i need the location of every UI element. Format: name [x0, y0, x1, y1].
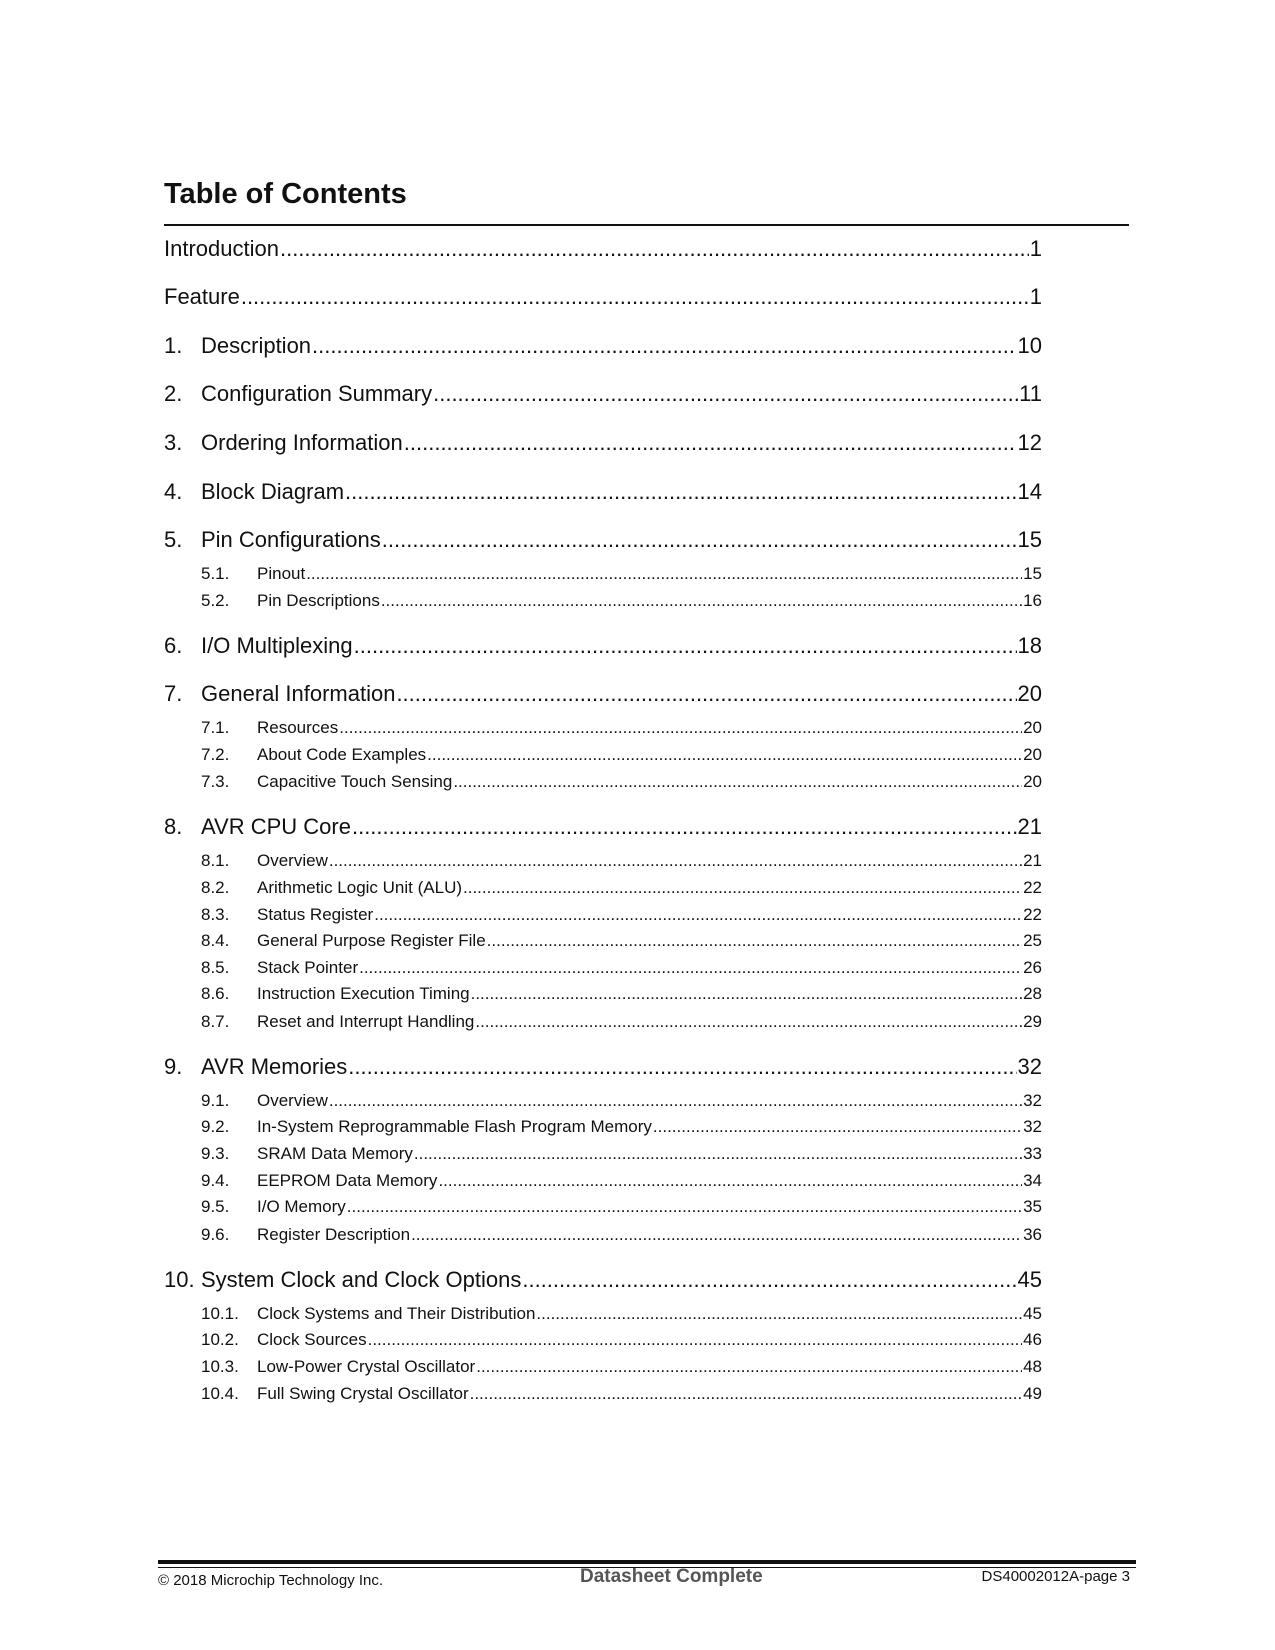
toc-entry[interactable] [164, 1267, 1042, 1293]
toc-entry-title: Introduction [164, 236, 279, 261]
toc-entry-number: 10.2. [201, 1330, 239, 1349]
toc-entry[interactable] [164, 479, 1042, 505]
toc-leader-dots [339, 717, 1022, 739]
toc-leader-dots [414, 1143, 1022, 1165]
toc-entry[interactable] [201, 1196, 1042, 1218]
toc-entry[interactable] [201, 1011, 1042, 1033]
toc-entry-number: 6. [164, 633, 183, 658]
toc-entry-number: 7.1. [201, 718, 230, 737]
toc-entry-page: 32 [1023, 1117, 1042, 1136]
toc-entry-page: 10 [1017, 333, 1042, 358]
toc-leader-dots [347, 1196, 1022, 1218]
toc-entry[interactable] [201, 590, 1042, 612]
toc-entry[interactable] [201, 1116, 1042, 1138]
toc-entry[interactable] [201, 744, 1042, 766]
toc-entry-title: Ordering Information [201, 430, 403, 455]
toc-entry-number: 7. [164, 681, 183, 706]
toc-entry[interactable] [201, 1356, 1042, 1378]
toc-leader-dots [396, 681, 1016, 707]
toc-entry-page: 15 [1017, 527, 1042, 552]
toc-leader-dots [653, 1116, 1022, 1138]
toc-leader-dots [312, 333, 1016, 359]
toc-entry-title: Stack Pointer [257, 958, 359, 977]
toc-entry-number: 9.4. [201, 1171, 230, 1190]
toc-entry-title: Clock Sources [257, 1330, 367, 1349]
toc-leader-dots [382, 527, 1017, 553]
footer-copyright: © 2018 Microchip Technology Inc. [158, 1572, 384, 1589]
toc-entry-page: 20 [1017, 681, 1042, 706]
toc-entry[interactable] [201, 1329, 1042, 1351]
toc-entry-number: 9.6. [201, 1225, 230, 1244]
footer-doc-page: DS40002012A-page 3 [981, 1568, 1130, 1585]
toc-entry[interactable] [201, 1383, 1042, 1405]
toc-leader-dots [476, 1356, 1022, 1378]
toc-entry-number: 8.7. [201, 1012, 230, 1031]
toc-entry[interactable] [201, 1143, 1042, 1165]
toc-entry-title: AVR Memories [201, 1054, 348, 1079]
toc-entry-title: Pin Descriptions [257, 591, 380, 610]
toc-entry-title: System Clock and Clock Options [201, 1267, 522, 1292]
toc-entry-title: Description [201, 333, 312, 358]
toc-entry-title: I/O Multiplexing [201, 633, 353, 658]
toc-leader-dots [471, 983, 1022, 1005]
toc-leader-dots [352, 814, 1017, 840]
toc-entry[interactable] [164, 381, 1042, 407]
toc-entry-page: 12 [1017, 430, 1042, 455]
toc-entry-title: Status Register [257, 905, 374, 924]
toc-entry-page: 26 [1023, 958, 1042, 977]
toc-entry-page: 35 [1023, 1197, 1042, 1216]
toc-entry-page: 33 [1023, 1144, 1042, 1163]
toc-entry-number: 5. [164, 527, 183, 552]
toc-entry[interactable] [164, 284, 1042, 310]
toc-entry-title: Overview [257, 851, 328, 870]
toc-leader-dots [536, 1303, 1022, 1325]
toc-entry[interactable] [164, 814, 1042, 840]
toc-entry-title: SRAM Data Memory [257, 1144, 413, 1163]
toc-leader-dots [522, 1267, 1016, 1293]
toc-entry-number: 8. [164, 814, 183, 839]
toc-entry-title: Low-Power Crystal Oscillator [257, 1357, 476, 1376]
toc-entry[interactable] [201, 850, 1042, 872]
toc-entry-page: 45 [1017, 1267, 1042, 1292]
toc-entry-number: 5.2. [201, 591, 230, 610]
toc-entry[interactable] [201, 930, 1042, 952]
toc-entry[interactable] [164, 527, 1042, 553]
toc-entry-page: 21 [1017, 814, 1042, 839]
toc-entry-page: 15 [1023, 564, 1042, 583]
toc-leader-dots [487, 930, 1022, 952]
toc-leader-dots [329, 850, 1022, 872]
toc-entry[interactable] [201, 1303, 1042, 1325]
toc-entry-number: 4. [164, 479, 183, 504]
toc-leader-dots [374, 904, 1022, 926]
toc-entry-title: Overview [257, 1091, 328, 1110]
page-title: Table of Contents [164, 178, 407, 210]
toc-entry[interactable] [201, 563, 1042, 585]
toc-entry[interactable] [201, 1224, 1042, 1246]
toc-entry-number: 7.2. [201, 745, 230, 764]
toc-entry-number: 8.4. [201, 931, 230, 950]
toc-entry-number: 8.2. [201, 878, 230, 897]
toc-entry-number: 8.3. [201, 905, 230, 924]
toc-entry-title: In-System Reprogrammable Flash Program Memory [257, 1117, 652, 1136]
toc-entry-page: 20 [1023, 772, 1042, 791]
toc-entry-title: Resources [257, 718, 339, 737]
toc-entry-title: Instruction Execution Timing [257, 984, 470, 1003]
toc-entry-page: 18 [1017, 633, 1042, 658]
toc-entry[interactable] [201, 771, 1042, 793]
toc-entry[interactable] [164, 681, 1042, 707]
toc-entry-page: 1 [1029, 236, 1042, 261]
toc-leader-dots [404, 430, 1017, 456]
toc-entry[interactable] [201, 904, 1042, 926]
toc-entry-number: 8.6. [201, 984, 230, 1003]
toc-entry-number: 9.3. [201, 1144, 230, 1163]
toc-leader-dots [453, 771, 1022, 793]
toc-entry[interactable] [164, 430, 1042, 456]
toc-leader-dots [381, 590, 1022, 612]
toc-entry[interactable] [201, 1090, 1042, 1112]
toc-entry-title: Pin Configurations [201, 527, 381, 552]
toc-entry[interactable] [164, 333, 1042, 359]
toc-leader-dots [470, 1383, 1022, 1405]
toc-entry-title: About Code Examples [257, 745, 427, 764]
toc-entry-number: 10.3. [201, 1357, 239, 1376]
toc-entry-number: 9. [164, 1054, 183, 1079]
toc-entry-title: AVR CPU Core [201, 814, 351, 839]
toc-entry[interactable] [164, 1054, 1042, 1080]
toc-entry-title: Register Description [257, 1225, 411, 1244]
toc-entry-title: General Information [201, 681, 396, 706]
toc-entry-page: 14 [1017, 479, 1042, 504]
toc-entry-title: Capacitive Touch Sensing [257, 772, 453, 791]
toc-entry-title: Configuration Summary [201, 381, 433, 406]
toc-entry-page: 36 [1023, 1225, 1042, 1244]
toc-entry-page: 22 [1023, 878, 1042, 897]
toc-leader-dots [411, 1224, 1022, 1246]
toc-leader-dots [280, 236, 1029, 262]
toc-entry-number: 9.2. [201, 1117, 230, 1136]
toc-entry-page: 21 [1023, 851, 1042, 870]
toc-entry-page: 29 [1023, 1012, 1042, 1031]
toc-entry-page: 34 [1023, 1171, 1042, 1190]
toc-entry[interactable] [201, 957, 1042, 979]
title-divider [164, 224, 1129, 226]
toc-entry-number: 1. [164, 333, 183, 358]
toc-entry-page: 11 [1019, 381, 1042, 406]
toc-entry-title: Full Swing Crystal Oscillator [257, 1384, 469, 1403]
toc-leader-dots [427, 744, 1022, 766]
toc-leader-dots [345, 479, 1016, 505]
toc-leader-dots [348, 1054, 1016, 1080]
toc-entry-title: General Purpose Register File [257, 931, 486, 950]
toc-entry-number: 7.3. [201, 772, 230, 791]
toc-entry-number: 9.5. [201, 1197, 230, 1216]
toc-entry-page: 28 [1023, 984, 1042, 1003]
toc-leader-dots [329, 1090, 1022, 1112]
toc-leader-dots [306, 563, 1022, 585]
toc-entry[interactable] [201, 1170, 1042, 1192]
toc-entry-page: 49 [1023, 1384, 1042, 1403]
footer-divider-thick [158, 1560, 1136, 1564]
toc-entry-title: Reset and Interrupt Handling [257, 1012, 475, 1031]
toc-leader-dots [433, 381, 1018, 407]
toc-entry-page: 46 [1023, 1330, 1042, 1349]
toc-leader-dots [241, 284, 1029, 310]
toc-entry-number: 5.1. [201, 564, 230, 583]
toc-entry-page: 22 [1023, 905, 1042, 924]
toc-entry[interactable] [164, 236, 1042, 262]
toc-entry-title: Pinout [257, 564, 306, 583]
toc-entry-title: Arithmetic Logic Unit (ALU) [257, 878, 463, 897]
toc-entry-page: 20 [1023, 718, 1042, 737]
toc-entry[interactable] [201, 983, 1042, 1005]
toc-leader-dots [463, 877, 1022, 899]
toc-entry[interactable] [164, 633, 1042, 659]
toc-entry-title: Block Diagram [201, 479, 345, 504]
toc-entry-page: 45 [1023, 1304, 1042, 1323]
toc-leader-dots [354, 633, 1017, 659]
toc-entry-number: 8.5. [201, 958, 230, 977]
toc-entry-page: 32 [1023, 1091, 1042, 1110]
toc-entry-page: 48 [1023, 1357, 1042, 1376]
toc-leader-dots [438, 1170, 1022, 1192]
toc-leader-dots [368, 1329, 1022, 1351]
toc-entry-number: 9.1. [201, 1091, 230, 1110]
toc-entry-page: 32 [1017, 1054, 1042, 1079]
toc-entry-number: 3. [164, 430, 183, 455]
toc-entry-number: 10. [164, 1267, 195, 1292]
toc-entry[interactable] [201, 877, 1042, 899]
toc-entry-title: Feature [164, 284, 240, 309]
toc-entry-page: 20 [1023, 745, 1042, 764]
footer-document-status: Datasheet Complete [580, 1566, 763, 1587]
toc-leader-dots [359, 957, 1022, 979]
toc-entry-number: 10.1. [201, 1304, 239, 1323]
toc-entry-number: 10.4. [201, 1384, 239, 1403]
toc-leader-dots [475, 1011, 1022, 1033]
toc-entry[interactable] [201, 717, 1042, 739]
toc-entry-number: 8.1. [201, 851, 230, 870]
toc-entry-page: 25 [1023, 931, 1042, 950]
toc-entry-page: 16 [1023, 591, 1042, 610]
toc-entry-title: Clock Systems and Their Distribution [257, 1304, 536, 1323]
toc-entry-title: I/O Memory [257, 1197, 346, 1216]
toc-entry-number: 2. [164, 381, 183, 406]
toc-entry-title: EEPROM Data Memory [257, 1171, 438, 1190]
toc-entry-page: 1 [1029, 284, 1042, 309]
